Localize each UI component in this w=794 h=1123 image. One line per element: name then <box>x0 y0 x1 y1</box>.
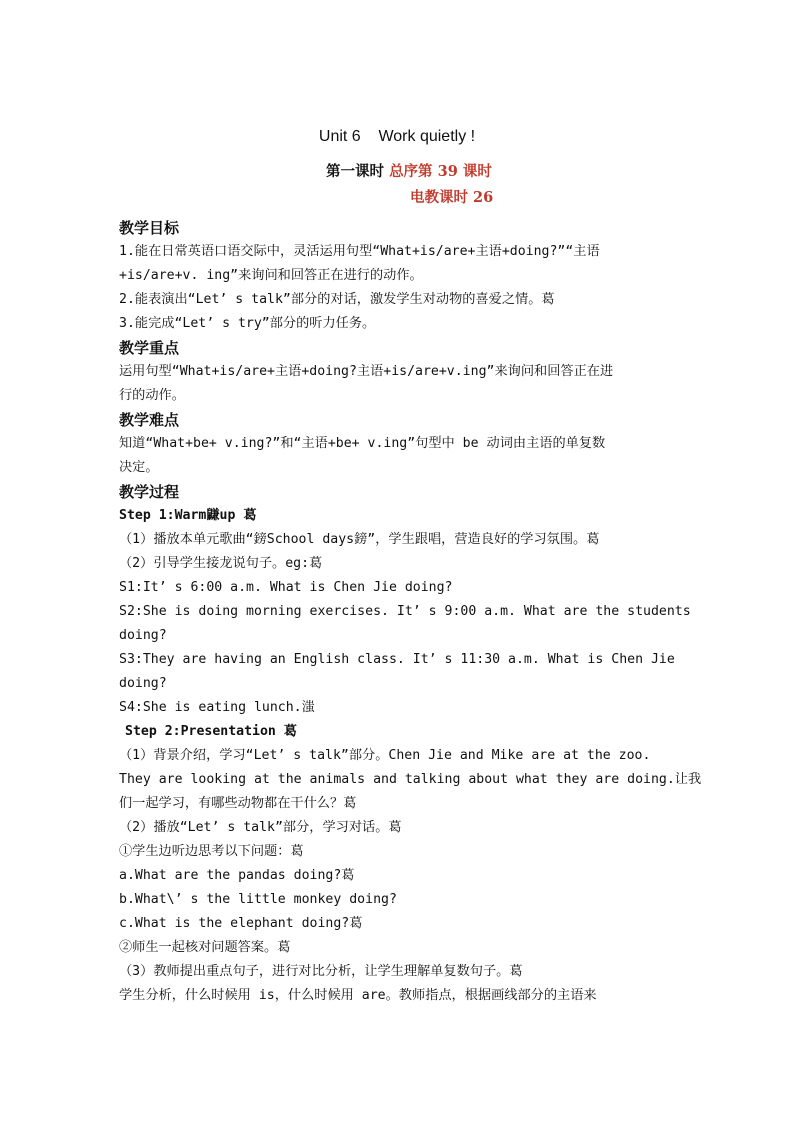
text-line: （3）教师提出重点句子，进行对比分析，让学生理解单复数句子。葛 <box>119 964 523 979</box>
text-line: 们一起学习，有哪些动物都在干什么？葛 <box>119 796 357 811</box>
section-heading: 教学过程 <box>119 483 180 501</box>
text-line: 行的动作。 <box>119 388 185 403</box>
text-line: +is/are+v. ing”来询问和回答正在进行的动作。 <box>119 268 423 283</box>
text-line: 学生分析，什么时候用 is，什么时候用 are。教师指点，根据画线部分的主语来 <box>119 988 597 1003</box>
section-heading: 教学重点 <box>119 339 180 357</box>
text-line: 1.能在日常英语口语交际中，灵活运用句型“What+is/are+主语+doing?”“主语 <box>119 244 600 259</box>
text-line: 决定。 <box>119 460 159 475</box>
text-line: ②师生一起核对问题答案。葛 <box>119 940 291 955</box>
section-heading: 教学难点 <box>119 411 180 429</box>
step-heading: Step 2:Presentation 葛 <box>125 724 297 739</box>
text-line: （2）播放“Let’ s talk”部分，学习对话。葛 <box>119 820 402 835</box>
document-body <box>119 216 702 1008</box>
text-line: S2:She is doing morning exercises. It’ s 9:00 a.m. What are the students <box>119 604 691 619</box>
text-line: 2.能表演出“Let’ s talk”部分的对话，激发学生对动物的喜爱之情。葛 <box>119 292 555 307</box>
lesson-label: 第一课时 <box>326 163 390 180</box>
lesson-number <box>326 161 492 183</box>
text-line: 运用句型“What+is/are+主语+doing?主语+is/are+v.ing”来询问和回答正在进 <box>119 364 614 379</box>
text-line: S1:It’ s 6:00 a.m. What is Chen Jie doing? <box>119 580 453 595</box>
text-line: （2）引导学生接龙说句子。eg:葛 <box>119 556 323 571</box>
step-heading: Step 1:Warm鼸up 葛 <box>119 508 257 523</box>
text-line: They are looking at the animals and talking about what they are doing.让我 <box>119 772 702 787</box>
page-title: Unit 6 Work quietly ! <box>318 128 476 145</box>
text-line: S4:She is eating lunch.滍 <box>119 700 315 715</box>
text-line: a.What are the pandas doing?葛 <box>119 868 355 883</box>
section-heading: 教学目标 <box>119 219 180 237</box>
media-lesson-number: 电教课时 26 <box>410 189 494 206</box>
text-line: b.What\’ s the little monkey doing? <box>119 892 397 907</box>
text-line: ①学生边听边思考以下问题：葛 <box>119 844 304 859</box>
text-line: S3:They are having an English class. It’ s 11:30 a.m. What is Chen Jie <box>119 652 675 667</box>
text-line: （1）播放本单元歌曲“鎊School days鎊”，学生跟唱，营造良好的学习氛围。葛 <box>119 532 600 547</box>
text-line: （1）背景介绍，学习“Let’ s talk”部分。Chen Jie and Mike are at the zoo. <box>119 748 651 763</box>
total-lesson-number: 总序第 39 课时 <box>389 163 492 180</box>
text-line: c.What is the elephant doing?葛 <box>119 916 363 931</box>
text-line: doing? <box>119 628 167 643</box>
text-line: doing? <box>119 676 167 691</box>
text-line: 知道“What+be+ v.ing?”和“主语+be+ v.ing”句型中 be 动词由主语的单复数 <box>119 436 606 451</box>
text-line: 3.能完成“Let’ s try”部分的听力任务。 <box>119 316 376 331</box>
